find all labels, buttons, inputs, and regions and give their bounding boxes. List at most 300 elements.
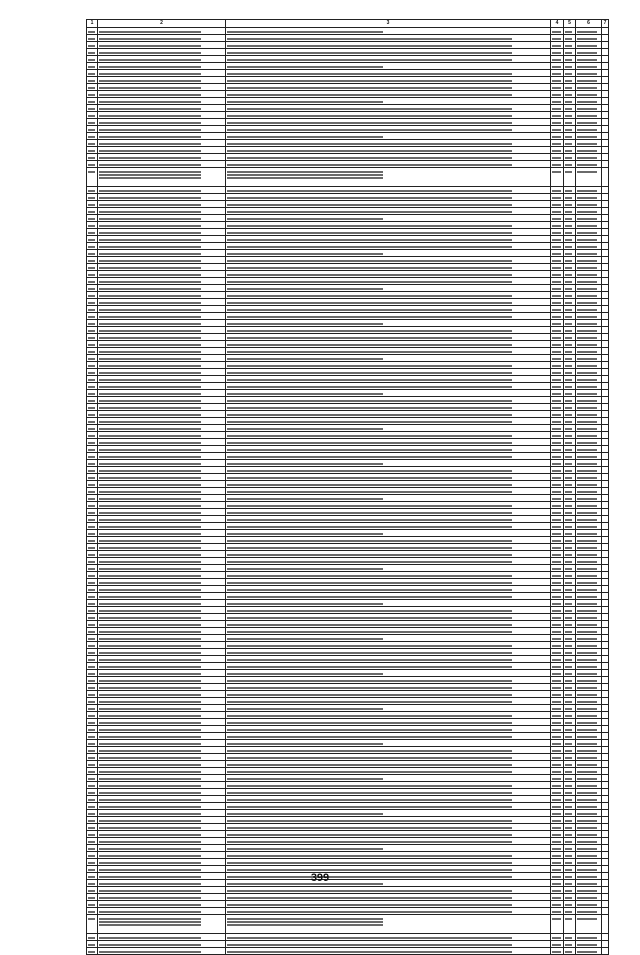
illegible-text-placeholder — [99, 204, 201, 206]
illegible-text-placeholder — [565, 855, 572, 857]
table-cell — [551, 719, 564, 726]
illegible-text-placeholder — [565, 52, 572, 54]
table-cell — [564, 516, 576, 523]
illegible-text-placeholder — [88, 512, 95, 514]
illegible-text-placeholder — [552, 274, 561, 276]
table-cell — [564, 147, 576, 154]
illegible-text-placeholder — [99, 519, 201, 521]
table-cell — [551, 208, 564, 215]
table-cell — [226, 140, 551, 147]
table-cell — [551, 803, 564, 810]
table-row — [87, 341, 609, 348]
table-cell — [602, 112, 609, 119]
table-row — [87, 635, 609, 642]
table-cell — [564, 119, 576, 126]
table-row — [87, 271, 609, 278]
table-row — [87, 334, 609, 341]
table-cell — [564, 782, 576, 789]
table-cell — [564, 621, 576, 628]
table-row — [87, 705, 609, 712]
table-cell — [576, 369, 602, 376]
illegible-text-placeholder — [565, 80, 572, 82]
table-row — [87, 712, 609, 719]
table-cell — [576, 754, 602, 761]
table-row — [87, 126, 609, 133]
table-cell — [602, 119, 609, 126]
table-cell — [576, 355, 602, 362]
table-cell — [551, 852, 564, 859]
table-cell — [226, 91, 551, 98]
illegible-text-placeholder — [577, 694, 597, 696]
table-cell — [602, 642, 609, 649]
table-row — [87, 670, 609, 677]
illegible-text-placeholder — [227, 785, 512, 787]
illegible-text-placeholder — [99, 449, 201, 451]
illegible-text-placeholder — [88, 701, 95, 703]
illegible-text-placeholder — [552, 267, 561, 269]
table-cell — [551, 147, 564, 154]
illegible-text-placeholder — [99, 309, 201, 311]
table-row — [87, 551, 609, 558]
illegible-text-placeholder — [227, 589, 512, 591]
illegible-text-placeholder — [99, 785, 201, 787]
table-cell — [551, 355, 564, 362]
illegible-text-placeholder — [227, 38, 512, 40]
table-cell — [226, 56, 551, 63]
table-cell — [226, 481, 551, 488]
table-cell — [98, 222, 226, 229]
table-cell — [87, 670, 98, 677]
illegible-text-placeholder — [552, 944, 561, 946]
table-cell — [87, 467, 98, 474]
table-cell — [602, 98, 609, 105]
table-cell — [226, 838, 551, 845]
table-cell — [87, 397, 98, 404]
table-cell — [564, 628, 576, 635]
illegible-text-placeholder — [227, 561, 512, 563]
table-cell — [551, 775, 564, 782]
illegible-text-placeholder — [227, 855, 512, 857]
table-cell — [226, 934, 551, 941]
illegible-text-placeholder — [552, 122, 561, 124]
table-cell — [602, 187, 609, 194]
table-cell — [602, 488, 609, 495]
illegible-text-placeholder — [552, 918, 561, 920]
table-cell — [226, 586, 551, 593]
illegible-text-placeholder — [99, 414, 201, 416]
illegible-text-placeholder — [552, 316, 561, 318]
illegible-text-placeholder — [565, 827, 572, 829]
illegible-text-placeholder — [227, 764, 512, 766]
table-row — [87, 481, 609, 488]
illegible-text-placeholder — [227, 253, 383, 255]
illegible-text-placeholder — [565, 288, 572, 290]
illegible-text-placeholder — [227, 372, 512, 374]
illegible-text-placeholder — [552, 379, 561, 381]
illegible-text-placeholder — [577, 197, 597, 199]
table-cell — [226, 901, 551, 908]
illegible-text-placeholder — [99, 944, 201, 946]
illegible-text-placeholder — [552, 143, 561, 145]
illegible-text-placeholder — [88, 456, 95, 458]
table-row — [87, 105, 609, 112]
illegible-text-placeholder — [552, 101, 561, 103]
table-cell — [87, 98, 98, 105]
table-row — [87, 215, 609, 222]
table-row — [87, 677, 609, 684]
illegible-text-placeholder — [577, 869, 597, 871]
illegible-text-placeholder — [88, 358, 95, 360]
table-cell — [226, 49, 551, 56]
table-cell — [564, 460, 576, 467]
table-cell — [226, 383, 551, 390]
table-row — [87, 488, 609, 495]
table-cell — [226, 112, 551, 119]
table-cell — [551, 257, 564, 264]
table-cell — [551, 133, 564, 140]
illegible-text-placeholder — [227, 918, 383, 920]
table-cell — [551, 348, 564, 355]
table-row — [87, 285, 609, 292]
table-cell — [564, 411, 576, 418]
table-row — [87, 803, 609, 810]
table-row — [87, 838, 609, 845]
illegible-text-placeholder — [227, 115, 512, 117]
table-cell — [551, 838, 564, 845]
illegible-text-placeholder — [552, 554, 561, 556]
illegible-text-placeholder — [88, 778, 95, 780]
illegible-text-placeholder — [577, 407, 597, 409]
table-cell — [98, 306, 226, 313]
table-cell — [226, 565, 551, 572]
table-row — [87, 161, 609, 168]
table-cell — [576, 187, 602, 194]
table-cell — [87, 70, 98, 77]
table-cell — [602, 70, 609, 77]
table-cell — [98, 894, 226, 901]
illegible-text-placeholder — [565, 386, 572, 388]
table-cell — [576, 705, 602, 712]
illegible-text-placeholder — [577, 150, 597, 152]
illegible-text-placeholder — [227, 470, 512, 472]
illegible-text-placeholder — [99, 73, 201, 75]
table-cell — [551, 642, 564, 649]
table-cell — [551, 411, 564, 418]
illegible-text-placeholder — [565, 645, 572, 647]
illegible-text-placeholder — [227, 722, 512, 724]
illegible-text-placeholder — [88, 407, 95, 409]
illegible-text-placeholder — [565, 108, 572, 110]
table-cell — [551, 369, 564, 376]
illegible-text-placeholder — [88, 115, 95, 117]
illegible-text-placeholder — [577, 890, 597, 892]
table-cell — [576, 411, 602, 418]
table-cell — [551, 383, 564, 390]
illegible-text-placeholder — [577, 834, 597, 836]
illegible-text-placeholder — [227, 302, 512, 304]
illegible-text-placeholder — [565, 45, 572, 47]
table-cell — [226, 98, 551, 105]
illegible-text-placeholder — [227, 911, 512, 913]
table-cell — [226, 271, 551, 278]
illegible-text-placeholder — [88, 253, 95, 255]
illegible-text-placeholder — [88, 533, 95, 535]
table-row — [87, 418, 609, 425]
table-row — [87, 257, 609, 264]
table-cell — [602, 460, 609, 467]
illegible-text-placeholder — [552, 157, 561, 159]
table-cell — [98, 208, 226, 215]
table-cell — [564, 91, 576, 98]
illegible-text-placeholder — [552, 470, 561, 472]
illegible-text-placeholder — [577, 848, 597, 850]
illegible-text-placeholder — [552, 115, 561, 117]
illegible-text-placeholder — [552, 463, 561, 465]
illegible-text-placeholder — [552, 295, 561, 297]
table-cell — [226, 250, 551, 257]
table-row — [87, 663, 609, 670]
illegible-text-placeholder — [227, 157, 512, 159]
table-cell — [564, 698, 576, 705]
illegible-text-placeholder — [552, 428, 561, 430]
table-cell — [98, 35, 226, 42]
table-cell — [98, 320, 226, 327]
illegible-text-placeholder — [99, 596, 201, 598]
illegible-text-placeholder — [99, 171, 201, 173]
illegible-text-placeholder — [227, 526, 512, 528]
table-cell — [98, 467, 226, 474]
illegible-text-placeholder — [88, 911, 95, 913]
illegible-text-placeholder — [577, 526, 597, 528]
illegible-text-placeholder — [88, 435, 95, 437]
table-cell — [551, 161, 564, 168]
table-cell — [551, 98, 564, 105]
illegible-text-placeholder — [565, 505, 572, 507]
illegible-text-placeholder — [552, 393, 561, 395]
illegible-text-placeholder — [88, 477, 95, 479]
illegible-text-placeholder — [227, 456, 512, 458]
illegible-text-placeholder — [88, 848, 95, 850]
table-cell — [226, 558, 551, 565]
illegible-text-placeholder — [99, 197, 201, 199]
table-cell — [576, 495, 602, 502]
illegible-text-placeholder — [565, 610, 572, 612]
table-cell — [87, 161, 98, 168]
table-cell — [564, 663, 576, 670]
table-cell — [576, 586, 602, 593]
table-row — [87, 948, 609, 955]
illegible-text-placeholder — [99, 225, 201, 227]
illegible-text-placeholder — [88, 596, 95, 598]
table-cell — [98, 579, 226, 586]
table-cell — [576, 684, 602, 691]
illegible-text-placeholder — [552, 190, 561, 192]
table-cell — [564, 126, 576, 133]
table-cell — [564, 362, 576, 369]
illegible-text-placeholder — [88, 267, 95, 269]
illegible-text-placeholder — [88, 400, 95, 402]
illegible-text-placeholder — [99, 568, 201, 570]
table-row — [87, 628, 609, 635]
table-cell — [551, 740, 564, 747]
table-cell — [226, 446, 551, 453]
illegible-text-placeholder — [99, 951, 201, 953]
illegible-text-placeholder — [577, 603, 597, 605]
table-cell — [98, 614, 226, 621]
table-cell — [226, 544, 551, 551]
table-cell — [98, 77, 226, 84]
illegible-text-placeholder — [565, 435, 572, 437]
illegible-text-placeholder — [552, 253, 561, 255]
table-row — [87, 355, 609, 362]
table-cell — [576, 747, 602, 754]
illegible-text-placeholder — [99, 260, 201, 262]
table-cell — [602, 208, 609, 215]
table-row — [87, 887, 609, 894]
illegible-text-placeholder — [565, 204, 572, 206]
illegible-text-placeholder — [227, 174, 383, 176]
illegible-text-placeholder — [577, 519, 597, 521]
table-row — [87, 600, 609, 607]
table-cell — [87, 327, 98, 334]
table-cell — [87, 49, 98, 56]
table-row — [87, 915, 609, 934]
illegible-text-placeholder — [227, 73, 512, 75]
table-cell — [98, 404, 226, 411]
table-cell — [87, 663, 98, 670]
table-row — [87, 572, 609, 579]
table-cell — [226, 42, 551, 49]
illegible-text-placeholder — [88, 498, 95, 500]
table-cell — [602, 63, 609, 70]
illegible-text-placeholder — [99, 101, 201, 103]
table-row — [87, 649, 609, 656]
table-cell — [551, 390, 564, 397]
illegible-text-placeholder — [552, 38, 561, 40]
table-cell — [564, 161, 576, 168]
illegible-text-placeholder — [227, 52, 512, 54]
illegible-text-placeholder — [552, 309, 561, 311]
table-cell — [576, 502, 602, 509]
illegible-text-placeholder — [99, 59, 201, 61]
table-cell — [87, 754, 98, 761]
table-row — [87, 565, 609, 572]
table-cell — [602, 523, 609, 530]
table-row — [87, 390, 609, 397]
illegible-text-placeholder — [88, 582, 95, 584]
illegible-text-placeholder — [565, 918, 572, 920]
illegible-text-placeholder — [552, 435, 561, 437]
table-row — [87, 761, 609, 768]
illegible-text-placeholder — [88, 944, 95, 946]
table-cell — [98, 119, 226, 126]
illegible-text-placeholder — [227, 666, 512, 668]
table-row — [87, 404, 609, 411]
illegible-text-placeholder — [577, 421, 597, 423]
table-cell — [564, 775, 576, 782]
illegible-text-placeholder — [552, 729, 561, 731]
table-cell — [551, 194, 564, 201]
illegible-text-placeholder — [88, 617, 95, 619]
illegible-text-placeholder — [577, 309, 597, 311]
table-cell — [226, 621, 551, 628]
table-row — [87, 698, 609, 705]
illegible-text-placeholder — [227, 218, 383, 220]
table-cell — [564, 306, 576, 313]
table-cell — [551, 901, 564, 908]
illegible-text-placeholder — [565, 512, 572, 514]
table-row — [87, 84, 609, 91]
table-cell — [564, 894, 576, 901]
table-cell — [564, 600, 576, 607]
table-cell — [551, 278, 564, 285]
illegible-text-placeholder — [99, 533, 201, 535]
table-row — [87, 768, 609, 775]
illegible-text-placeholder — [552, 771, 561, 773]
illegible-text-placeholder — [227, 862, 512, 864]
table-cell — [551, 579, 564, 586]
table-cell — [98, 49, 226, 56]
illegible-text-placeholder — [88, 764, 95, 766]
table-cell — [98, 789, 226, 796]
illegible-text-placeholder — [88, 736, 95, 738]
table-cell — [564, 63, 576, 70]
illegible-text-placeholder — [99, 554, 201, 556]
table-cell — [226, 126, 551, 133]
illegible-text-placeholder — [565, 309, 572, 311]
table-cell — [98, 831, 226, 838]
table-cell — [226, 712, 551, 719]
table-cell — [576, 341, 602, 348]
table-cell — [551, 91, 564, 98]
table-row — [87, 63, 609, 70]
illegible-text-placeholder — [552, 568, 561, 570]
illegible-text-placeholder — [88, 743, 95, 745]
table-cell — [576, 278, 602, 285]
illegible-text-placeholder — [565, 944, 572, 946]
table-cell — [551, 168, 564, 187]
illegible-text-placeholder — [99, 757, 201, 759]
illegible-text-placeholder — [552, 232, 561, 234]
table-row — [87, 817, 609, 824]
table-cell — [87, 705, 98, 712]
illegible-text-placeholder — [565, 94, 572, 96]
illegible-text-placeholder — [227, 344, 512, 346]
illegible-text-placeholder — [565, 937, 572, 939]
table-cell — [576, 565, 602, 572]
illegible-text-placeholder — [552, 855, 561, 857]
illegible-text-placeholder — [552, 52, 561, 54]
table-cell — [226, 187, 551, 194]
table-cell — [564, 35, 576, 42]
illegible-text-placeholder — [227, 386, 512, 388]
table-cell — [87, 614, 98, 621]
illegible-text-placeholder — [577, 87, 597, 89]
illegible-text-placeholder — [577, 316, 597, 318]
illegible-text-placeholder — [99, 750, 201, 752]
table-cell — [576, 852, 602, 859]
table-cell — [87, 91, 98, 98]
table-row — [87, 411, 609, 418]
table-cell — [576, 908, 602, 915]
illegible-text-placeholder — [227, 827, 512, 829]
table-cell — [98, 390, 226, 397]
table-cell — [551, 558, 564, 565]
illegible-text-placeholder — [99, 547, 201, 549]
table-cell — [602, 915, 609, 934]
table-cell — [98, 726, 226, 733]
illegible-text-placeholder — [577, 687, 597, 689]
